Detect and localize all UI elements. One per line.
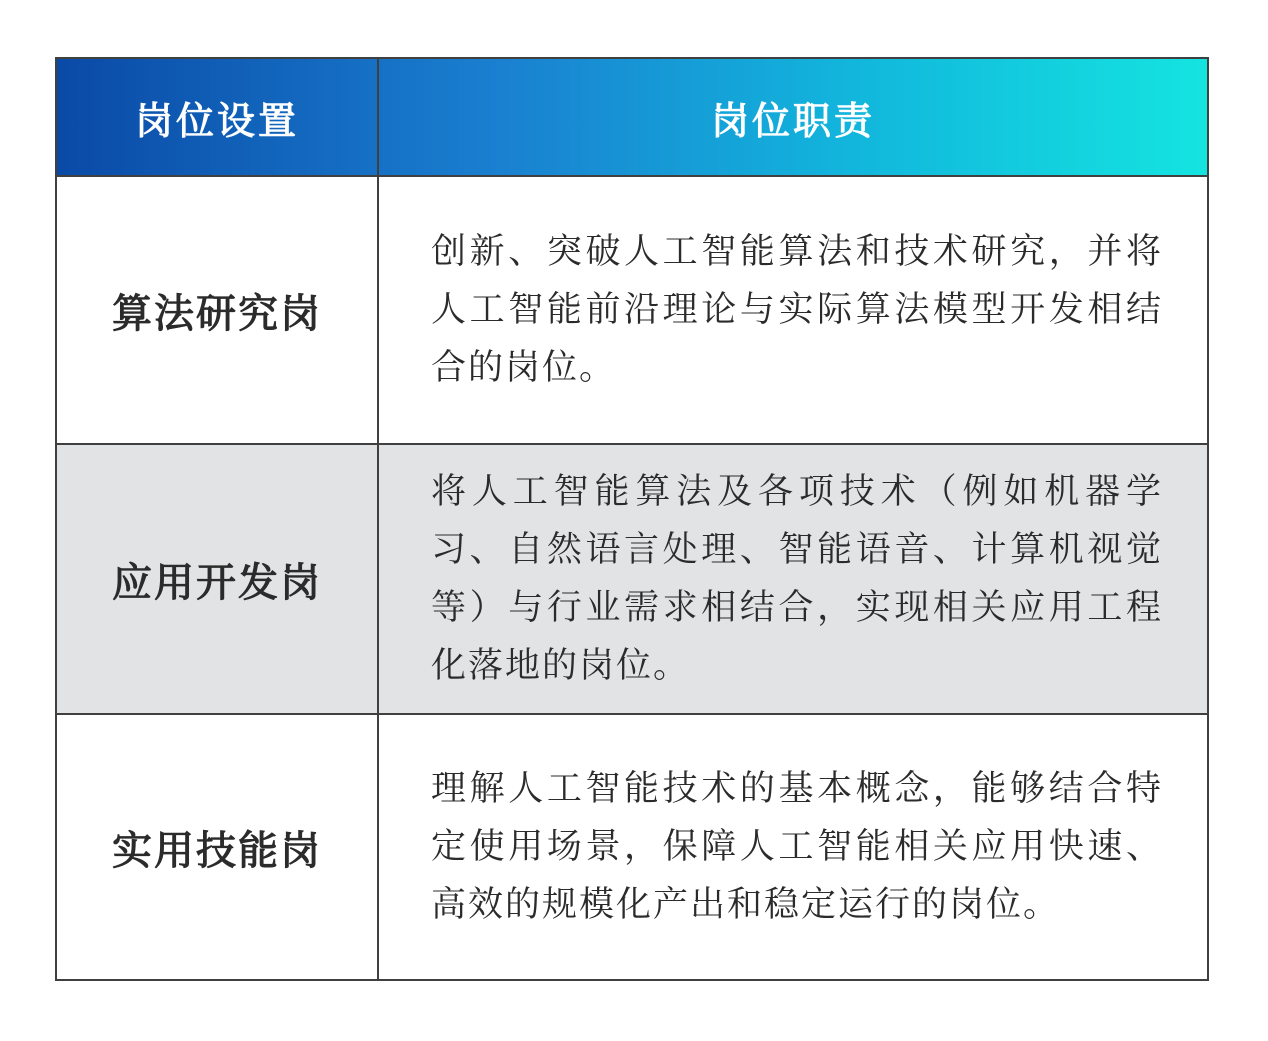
table-row [57, 715, 1207, 979]
header-cell-duty [379, 59, 1207, 175]
table-row [57, 177, 1207, 445]
duty-text: 创新、突破人工智能算法和技术研究，并将人工智能前沿理论与实际算法模型开发相结合的岗位。 [431, 232, 1163, 388]
duty-text: 将人工智能算法及各项技术（例如机器学习、自然语言处理、智能语音、计算机视觉等）与行业需求相结合，实现相关应用工程化落地的岗位。 [431, 472, 1163, 686]
position-cell [57, 445, 379, 713]
position-cell [57, 715, 379, 979]
table-header [57, 59, 1207, 177]
duty-text: 理解人工智能技术的基本概念，能够结合特定使用场景，保障人工智能相关应用快速、高效的规模化产出和稳定运行的岗位。 [431, 769, 1163, 925]
duty-cell [379, 715, 1207, 979]
table-row [57, 445, 1207, 715]
header-position-label: 岗位设置 [134, 98, 299, 143]
position-name: 应用开发岗 [112, 559, 322, 606]
position-cell [57, 177, 379, 443]
duty-cell [379, 177, 1207, 443]
header-cell-position [57, 59, 379, 175]
duty-cell [379, 445, 1207, 713]
position-name: 实用技能岗 [112, 827, 322, 874]
position-name: 算法研究岗 [112, 290, 322, 337]
header-duty-label: 岗位职责 [710, 98, 875, 143]
job-positions-table [55, 57, 1209, 981]
